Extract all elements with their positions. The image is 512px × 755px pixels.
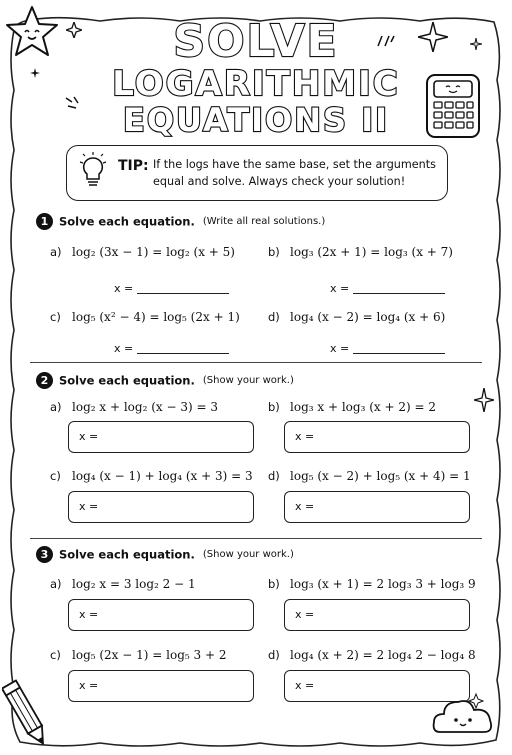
title-line-1: SOLVE xyxy=(173,16,339,67)
section-divider xyxy=(30,538,482,539)
problem-label: d) xyxy=(268,469,280,483)
problem-equation: log₃ x + log₃ (x + 2) = 2 xyxy=(290,400,436,414)
answer-prefix: x = xyxy=(79,608,99,621)
answer-box-2c[interactable] xyxy=(68,491,254,523)
answer-line-1a[interactable] xyxy=(114,282,229,295)
answer-line-1d[interactable] xyxy=(330,342,445,355)
answer-line-1c[interactable] xyxy=(114,342,229,355)
problem-label: c) xyxy=(50,469,61,483)
answer-blank[interactable] xyxy=(137,293,229,294)
section-title: Solve each equation. xyxy=(59,373,195,388)
pencil-icon xyxy=(2,676,50,752)
problem-equation: log₂ (3x − 1) = log₂ (x + 5) xyxy=(72,245,235,259)
problem-equation: log₄ (x + 2) = 2 log₄ 2 − log₄ 8 xyxy=(290,648,476,662)
answer-blank[interactable] xyxy=(137,353,229,354)
answer-box-3a[interactable] xyxy=(68,599,254,631)
answer-prefix: x = xyxy=(295,430,315,443)
section-title: Solve each equation. xyxy=(59,547,195,562)
cloud-mascot-icon xyxy=(430,690,496,740)
problem-1b xyxy=(268,245,453,259)
section-3-header xyxy=(36,546,294,563)
problem-3b xyxy=(268,577,476,591)
problem-label: d) xyxy=(268,648,280,662)
section-note: (Show your work.) xyxy=(202,549,294,560)
tip-label: TIP: xyxy=(118,158,149,174)
problem-equation: log₅ (x − 2) + log₅ (x + 4) = 1 xyxy=(290,469,471,483)
lightbulb-icon xyxy=(78,152,108,192)
answer-prefix: x = xyxy=(295,500,315,513)
section-note: (Write all real solutions.) xyxy=(202,216,326,227)
problem-1a xyxy=(50,245,235,259)
section-divider xyxy=(30,362,482,363)
answer-prefix: x = xyxy=(295,679,315,692)
section-note: (Show your work.) xyxy=(202,375,294,386)
answer-prefix: x = xyxy=(295,608,315,621)
problem-label: c) xyxy=(50,310,61,324)
section-number: 1 xyxy=(36,213,53,230)
sparkle-icon xyxy=(474,388,494,412)
tip-text: If the logs have the same base, set the arguments equal and solve. Always check your solution! xyxy=(153,158,436,188)
section-title: Solve each equation. xyxy=(59,214,195,229)
section-number: 2 xyxy=(36,372,53,389)
answer-box-2a[interactable] xyxy=(68,421,254,453)
problem-label: b) xyxy=(268,245,280,259)
problem-equation: log₅ (x² − 4) = log₅ (2x + 1) xyxy=(72,310,240,324)
problem-label: b) xyxy=(268,400,280,414)
section-number: 3 xyxy=(36,546,53,563)
problem-equation: log₃ (x + 1) = 2 log₃ 3 + log₃ 9 xyxy=(290,577,476,591)
problem-equation: log₂ x + log₂ (x − 3) = 3 xyxy=(72,400,218,414)
answer-prefix: x = xyxy=(79,679,99,692)
answer-box-2d[interactable] xyxy=(284,491,470,523)
title-line-3: EQUATIONS II xyxy=(122,101,390,139)
answer-box-2b[interactable] xyxy=(284,421,470,453)
problem-equation: log₄ (x − 2) = log₄ (x + 6) xyxy=(290,310,446,324)
answer-prefix: x = xyxy=(114,282,134,295)
answer-prefix: x = xyxy=(79,500,99,513)
problem-label: a) xyxy=(50,400,62,414)
problem-3d xyxy=(268,648,476,662)
problem-label: c) xyxy=(50,648,61,662)
answer-box-3b[interactable] xyxy=(284,599,470,631)
answer-prefix: x = xyxy=(79,430,99,443)
problem-equation: log₂ x = 3 log₂ 2 − 1 xyxy=(72,577,196,591)
answer-prefix: x = xyxy=(330,282,350,295)
problem-2c xyxy=(50,469,253,483)
problem-1d xyxy=(268,310,445,324)
problem-1c xyxy=(50,310,240,324)
problem-label: a) xyxy=(50,245,62,259)
problem-label: a) xyxy=(50,577,62,591)
section-2-header xyxy=(36,372,294,389)
problem-2d xyxy=(268,469,471,483)
problem-equation: log₄ (x − 1) + log₄ (x + 3) = 3 xyxy=(72,469,253,483)
section-1-header xyxy=(36,213,325,230)
answer-blank[interactable] xyxy=(353,293,445,294)
problem-2a xyxy=(50,400,218,414)
problem-3c xyxy=(50,648,226,662)
answer-line-1b[interactable] xyxy=(330,282,445,295)
answer-box-3c[interactable] xyxy=(68,670,254,702)
title-line-2: LOGARITHMIC xyxy=(112,64,400,104)
problem-3a xyxy=(50,577,196,591)
problem-equation: log₅ (2x − 1) = log₅ 3 + 2 xyxy=(72,648,227,662)
answer-prefix: x = xyxy=(330,342,350,355)
answer-prefix: x = xyxy=(114,342,134,355)
problem-label: d) xyxy=(268,310,280,324)
problem-label: b) xyxy=(268,577,280,591)
answer-blank[interactable] xyxy=(353,353,445,354)
problem-equation: log₃ (2x + 1) = log₃ (x + 7) xyxy=(290,245,453,259)
problem-2b xyxy=(268,400,436,414)
